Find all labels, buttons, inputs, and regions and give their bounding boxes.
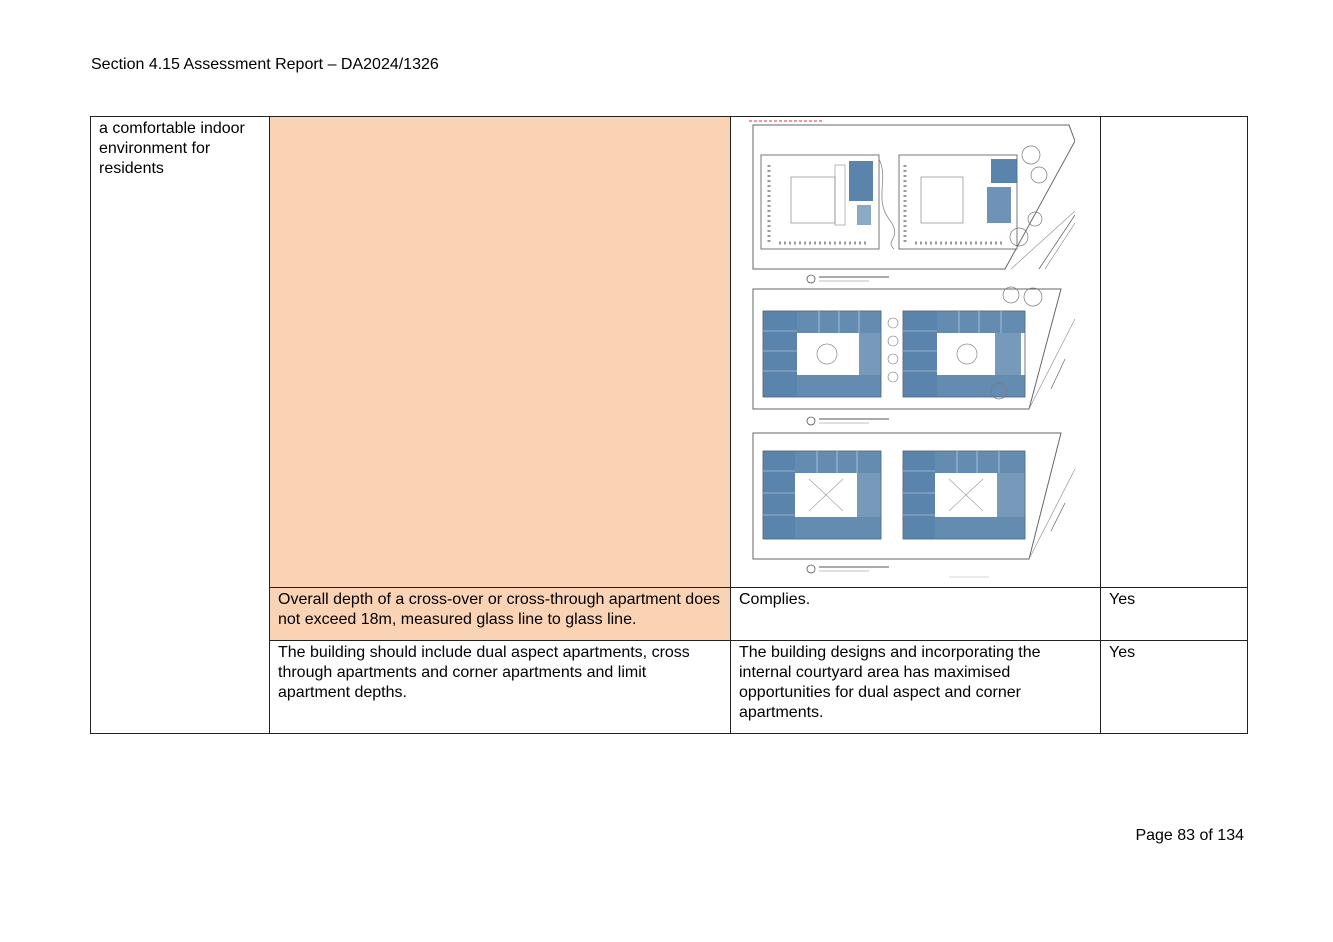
compliance-cell-blank — [1101, 117, 1248, 588]
objective-cell — [91, 117, 270, 734]
assessment-table — [90, 116, 1248, 734]
level-2-plan-icon — [753, 433, 1075, 577]
comment-text: Complies. — [739, 591, 811, 608]
page-number: Page 83 of 134 — [1135, 827, 1244, 844]
compliance-text: Yes — [1109, 591, 1136, 608]
compliance-text: Yes — [1109, 644, 1136, 661]
compliance-cell — [1101, 641, 1248, 734]
control-cell — [270, 588, 731, 641]
floor-plan-drawings-icon — [739, 119, 1075, 581]
comment-text: The building designs and incorporating the internal courtyard area has maximised opportunities for dual aspect and corner apartments. — [739, 644, 1041, 721]
floor-plan-cell — [731, 117, 1101, 588]
compliance-cell — [1101, 588, 1248, 641]
control-text: The building should include dual aspect apartments, cross through apartments and corner apartments and limit apartment depths. — [278, 644, 690, 701]
table-row — [91, 117, 1248, 588]
report-header-title: Section 4.15 Assessment Report – DA2024/1326 — [91, 56, 439, 73]
ground-floor-plan-icon — [749, 121, 1075, 283]
comment-cell — [731, 641, 1101, 734]
level-1-plan-icon — [753, 287, 1075, 425]
control-cell-shaded-blank — [270, 117, 731, 588]
control-text: Overall depth of a cross-over or cross-through apartment does not exceed 18m, measured glass line to glass line. — [278, 591, 720, 628]
objective-text: a comfortable indoor environment for residents — [99, 120, 245, 177]
control-cell — [270, 641, 731, 734]
comment-cell — [731, 588, 1101, 641]
